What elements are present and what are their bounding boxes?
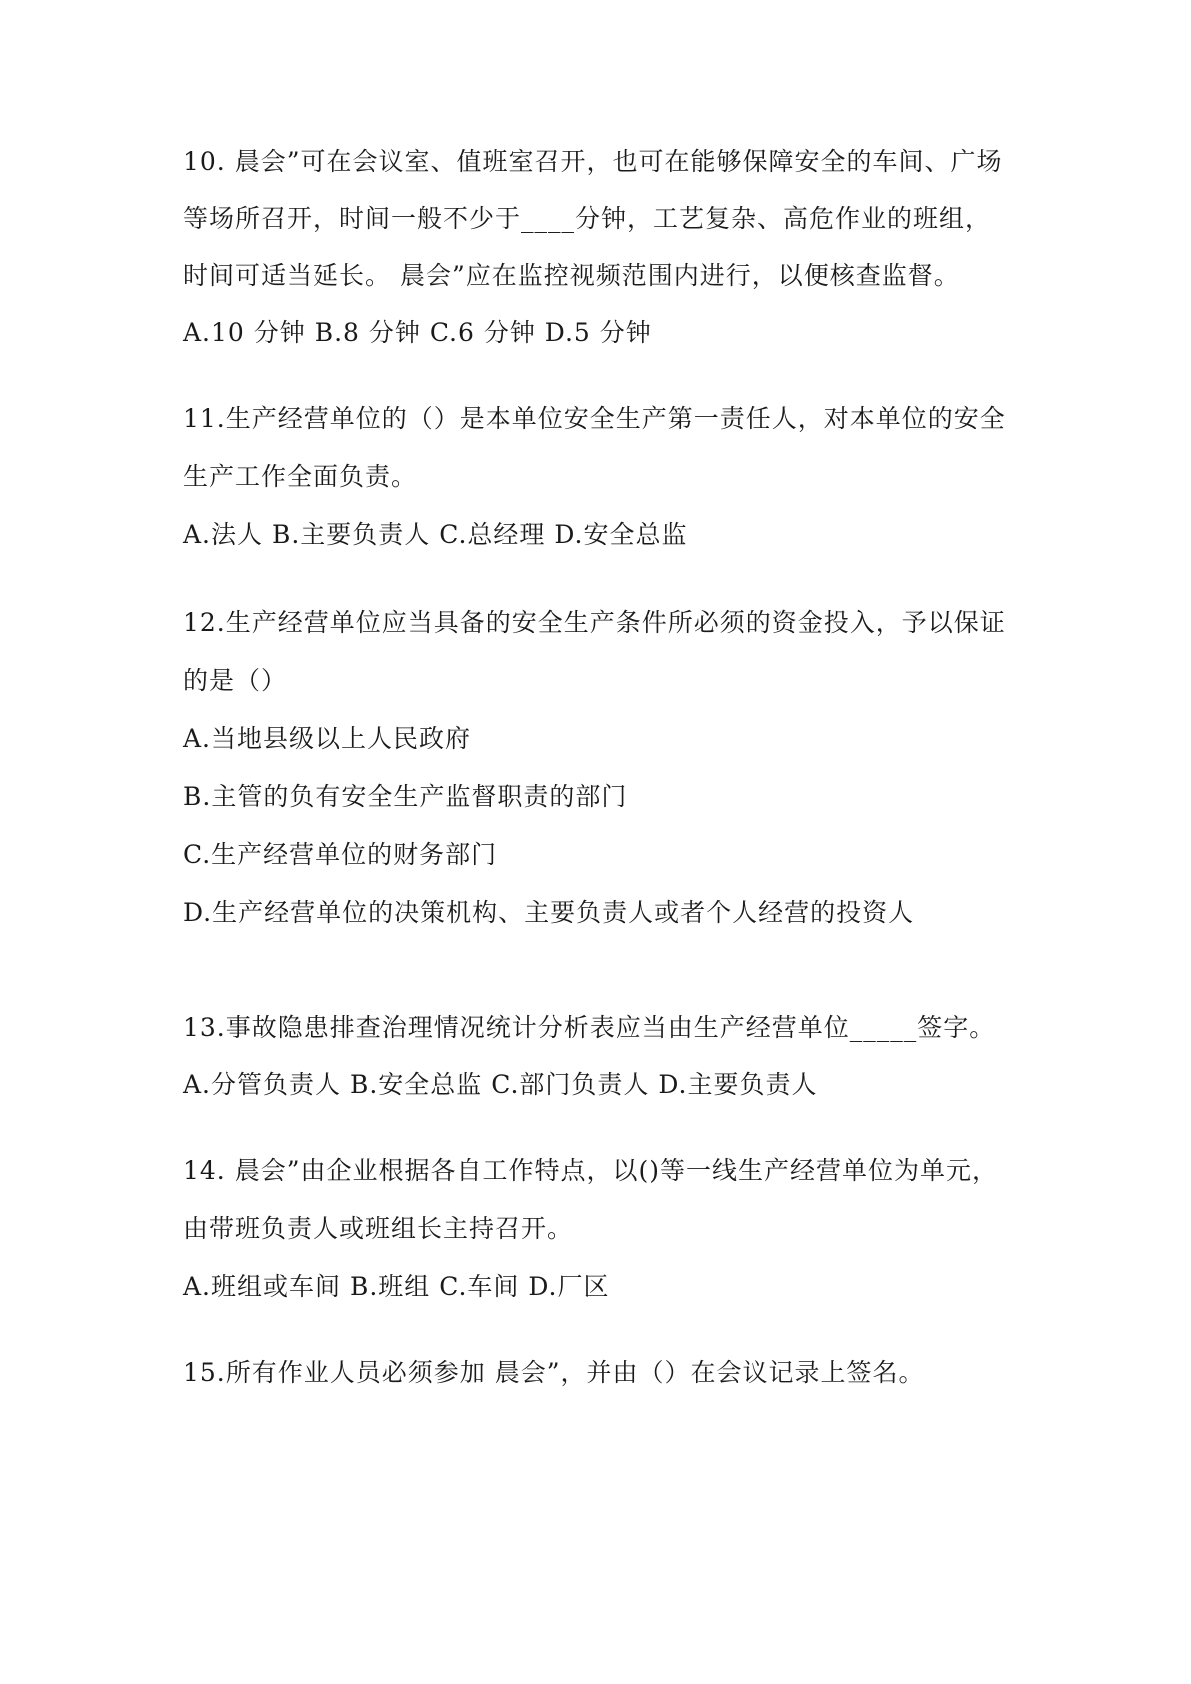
question-12-line-2: 的是（） — [183, 666, 288, 695]
question-14-options: A.班组或车间 B.班组 C.车间 D.厂区 — [183, 1272, 610, 1301]
question-11-line-2: 生产工作全面负责。 — [183, 462, 418, 491]
question-12-option-c: C.生产经营单位的财务部门 — [183, 840, 498, 869]
question-15-line-1: 15.所有作业人员必须参加 晨会”，并由（）在会议记录上签名。 — [183, 1358, 925, 1387]
question-10-line-3: 时间可适当延长。 晨会”应在监控视频范围内进行，以便核查监督。 — [183, 261, 960, 290]
question-11-line-1: 11.生产经营单位的（）是本单位安全生产第一责任人，对本单位的安全 — [183, 404, 1006, 433]
question-10-line-1: 10. 晨会”可在会议室、值班室召开，也可在能够保障安全的车间、广场 — [183, 147, 1003, 176]
question-13-line-1: 13.事故隐患排查治理情况统计分析表应当由生产经营单位_____签字。 — [183, 1013, 996, 1042]
question-13-options: A.分管负责人 B.安全总监 C.部门负责人 D.主要负责人 — [183, 1070, 818, 1099]
question-12-option-a: A.当地县级以上人民政府 — [183, 724, 472, 753]
question-10-options: A.10 分钟 B.8 分钟 C.6 分钟 D.5 分钟 — [183, 318, 652, 347]
question-12-line-1: 12.生产经营单位应当具备的安全生产条件所必须的资金投入，予以保证 — [183, 608, 1006, 637]
question-14-line-1: 14. 晨会”由企业根据各自工作特点，以()等一线生产经营单位为单元， — [183, 1156, 998, 1185]
question-12-option-d: D.生产经营单位的决策机构、主要负责人或者个人经营的投资人 — [183, 898, 915, 927]
question-11-options: A.法人 B.主要负责人 C.总经理 D.安全总监 — [183, 520, 688, 549]
question-10-line-2: 等场所召开，时间一般不少于____分钟，工艺复杂、高危作业的班组， — [183, 204, 992, 233]
question-12-option-b: B.主管的负有安全生产监督职责的部门 — [183, 782, 628, 811]
question-14-line-2: 由带班负责人或班组长主持召开。 — [183, 1214, 574, 1243]
